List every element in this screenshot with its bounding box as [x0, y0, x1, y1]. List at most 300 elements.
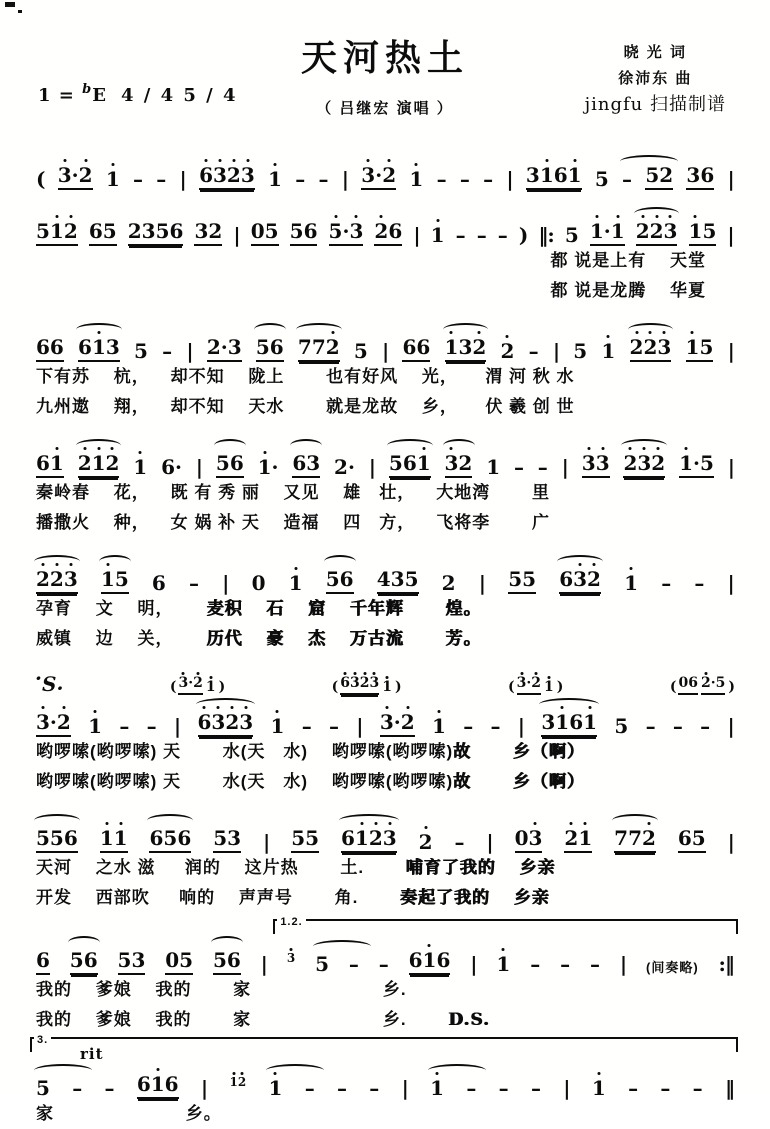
- note-group: [207, 337, 242, 362]
- note-group: [595, 169, 609, 190]
- barline: |: [727, 571, 734, 595]
- note-group: [590, 221, 625, 246]
- note-digit: 5: [614, 714, 629, 738]
- note-digit: 2: [659, 163, 674, 187]
- inline-annotation: (间奏略): [645, 960, 699, 976]
- note-group: [156, 169, 166, 190]
- note-digit: 2: [651, 451, 666, 475]
- note-digit: 3: [240, 163, 255, 187]
- note-digit: 3: [686, 163, 701, 187]
- note-group: [78, 453, 120, 478]
- note-group: [147, 716, 157, 737]
- dash: –: [661, 571, 672, 595]
- augmentation-dot: ·: [49, 710, 57, 734]
- note-group: [496, 954, 510, 975]
- note-group: [430, 1078, 444, 1099]
- note-digit: 2: [400, 710, 415, 734]
- music-system-1: [36, 142, 734, 190]
- segno-icon: · S ·: [36, 674, 62, 695]
- note-group: [287, 952, 295, 965]
- dash: –: [318, 167, 329, 191]
- note-digit: 6: [688, 675, 698, 692]
- note-digit: 1: [91, 335, 106, 359]
- parenthesis: (: [169, 679, 176, 696]
- note-group: [251, 221, 279, 246]
- note-digit: 3: [178, 675, 189, 692]
- note-digit: 1: [288, 571, 303, 595]
- dash: –: [528, 339, 539, 363]
- note-digit: 3: [227, 335, 242, 359]
- note-group: [133, 457, 147, 478]
- note-digit: 7: [297, 335, 312, 359]
- dash: –: [455, 223, 466, 247]
- note-digit: 3: [361, 163, 376, 187]
- note-digit: 7: [311, 335, 326, 359]
- barline: |: [517, 714, 525, 738]
- note-group: [389, 453, 431, 478]
- notation-line: [36, 200, 734, 246]
- augmentation-dot: ·: [271, 455, 279, 479]
- note-digit: 3: [541, 710, 556, 734]
- note-digit: 2: [629, 335, 644, 359]
- note-group: [58, 165, 93, 190]
- note-digit: 5: [305, 826, 320, 850]
- note-digit: 3: [663, 219, 678, 243]
- note-digit: 1: [257, 455, 272, 479]
- note-group: [623, 453, 665, 478]
- note-group: [686, 165, 714, 190]
- barline: |: [200, 1076, 208, 1100]
- note-digit: 6: [177, 826, 192, 850]
- barline: ‖: [724, 1076, 734, 1100]
- note-group: [329, 716, 339, 737]
- dash: –: [295, 167, 306, 191]
- dash: –: [189, 571, 199, 595]
- note-group: [128, 221, 184, 246]
- note-group: [361, 165, 396, 190]
- note-digit: 5: [508, 567, 523, 591]
- note-digit: 2: [418, 830, 433, 854]
- composer-credit: 徐沛东 曲: [618, 70, 693, 87]
- lyric-segment: 我的 爹娘 我的 家 乡.: [36, 1010, 449, 1029]
- note-digit: 1: [685, 335, 700, 359]
- augmentation-dot: ·: [174, 455, 182, 479]
- dash: –: [692, 1076, 703, 1100]
- note-digit: 6: [416, 335, 431, 359]
- note-group: [538, 457, 548, 478]
- note-digit: 3: [63, 567, 78, 591]
- volta-label: 1.2.: [277, 916, 305, 928]
- barline: |: [727, 339, 734, 363]
- note-group: [302, 716, 312, 737]
- note-group: [268, 1078, 282, 1099]
- note-group: [508, 569, 536, 594]
- note-group: [678, 828, 706, 853]
- parenthesis: ): [556, 679, 563, 696]
- note-group: [409, 169, 423, 190]
- note-group: [292, 453, 320, 478]
- note-digit: 1: [624, 571, 639, 595]
- note-digit: 5: [522, 567, 537, 591]
- note-digit: 3: [306, 451, 321, 475]
- lyrics-line: [36, 883, 734, 913]
- note-group: [369, 1078, 379, 1099]
- augmentation-dot: ·: [710, 675, 716, 692]
- notation-line: [36, 916, 734, 976]
- dash: –: [530, 952, 541, 976]
- note-group: [134, 341, 148, 362]
- note-group: [592, 1078, 606, 1099]
- flat-accidental: b: [82, 82, 93, 97]
- augmentation-dot: ·: [375, 163, 383, 187]
- note-group: [377, 569, 419, 594]
- lyrics-line: [36, 246, 734, 276]
- music-system-8: [36, 916, 734, 1035]
- note-group: [660, 1078, 670, 1099]
- note-digit: 1: [133, 455, 148, 479]
- note-group: [515, 828, 543, 853]
- note-digit: 3: [528, 826, 543, 850]
- barline: |: [727, 167, 734, 191]
- lyrics-line: [36, 478, 734, 508]
- dash: –: [589, 952, 600, 976]
- note-digit: 6: [388, 219, 403, 243]
- note-digit: 2: [49, 567, 64, 591]
- volta-bracket: [273, 916, 738, 934]
- lyric-segment: 故 乡（啊）: [453, 742, 585, 761]
- transcriber-credit: jingfu 扫描制谱: [584, 94, 726, 115]
- dash: –: [498, 1076, 509, 1100]
- parenthesis: ): [728, 679, 734, 696]
- note-group: [466, 1078, 476, 1099]
- note-digit: 6: [229, 451, 244, 475]
- note-digit: 1: [382, 679, 393, 696]
- note-digit: 6: [269, 335, 284, 359]
- lyric-segment: 哟啰嗦(哟啰嗦) 天 水(天 水) 哟啰嗦(哟啰嗦): [36, 772, 454, 791]
- note-group: [614, 828, 656, 853]
- time-signatures: 4 / 4 5 / 4: [120, 85, 238, 106]
- ds-marking: D.S.: [448, 1010, 490, 1030]
- note-digit: 1: [205, 679, 216, 696]
- note-digit: 3: [382, 826, 397, 850]
- note-digit: 6: [151, 571, 166, 595]
- lyricist-credit: 晓 光 词: [623, 44, 687, 61]
- parenthesis: ): [518, 223, 528, 247]
- barline: |: [262, 830, 270, 854]
- dash: –: [645, 714, 656, 738]
- note-digit: 3: [213, 163, 227, 187]
- barline: |: [381, 339, 389, 363]
- lyric-segment: 天河 之水 滋 润的 这片热 土.: [36, 858, 406, 877]
- note-group: [256, 337, 284, 362]
- note-digit: 6: [136, 1072, 151, 1096]
- note-group: [70, 950, 98, 975]
- augmentation-dot: ·: [220, 335, 228, 359]
- note-group: [194, 221, 222, 246]
- note-digit: 6: [199, 163, 213, 187]
- note-digit: 3: [194, 219, 209, 243]
- lyric-segment: 哺育了我的 乡亲: [405, 858, 556, 877]
- barline: |: [506, 167, 513, 191]
- dash: –: [304, 1076, 315, 1100]
- note-digit: 2: [472, 335, 487, 359]
- dash: –: [463, 714, 474, 738]
- note-group: [483, 169, 493, 190]
- note-digit: 6: [36, 335, 50, 359]
- note-group: [661, 573, 671, 594]
- lyric-segment: 九州遨 翔， 却不知 天水 就是龙故 乡， 伏 羲 创 世: [36, 397, 575, 416]
- note-group: [573, 341, 587, 362]
- note-digit: 1: [578, 826, 593, 850]
- dash: –: [490, 714, 501, 738]
- note-digit: 2: [359, 675, 370, 692]
- note-group: [445, 337, 487, 362]
- note-group: [318, 169, 328, 190]
- note-group: [229, 1076, 246, 1089]
- barline: |: [260, 952, 267, 976]
- note-group: [442, 573, 456, 594]
- note-digit: 6: [402, 335, 417, 359]
- note-digit: 6: [83, 948, 98, 972]
- dash: –: [454, 830, 465, 854]
- note-digit: 6: [436, 948, 451, 972]
- notation-line: [36, 807, 734, 853]
- note-group: [590, 954, 600, 975]
- augmentation-dot: ·: [393, 710, 401, 734]
- note-digit: 1: [496, 952, 511, 976]
- note-digit: 0: [165, 948, 180, 972]
- notation-line: [36, 316, 734, 362]
- note-digit: 3: [239, 710, 254, 734]
- note-group: [419, 832, 433, 853]
- note-digit: 6: [340, 826, 355, 850]
- barline: |: [368, 455, 376, 479]
- dash: –: [119, 714, 130, 738]
- note-group: [454, 832, 464, 853]
- barline: |: [179, 167, 186, 191]
- dash: –: [497, 223, 508, 247]
- note-digit: 5: [645, 163, 660, 187]
- note-digit: 5: [36, 1076, 50, 1100]
- note-group: [305, 1078, 315, 1099]
- note-group: [198, 712, 254, 737]
- note-digit: 5: [117, 948, 132, 972]
- note-digit: 2: [649, 219, 664, 243]
- note-group: [36, 221, 78, 246]
- note-digit: 2: [56, 710, 71, 734]
- note-digit: 5: [699, 451, 714, 475]
- note-digit: 6: [303, 219, 318, 243]
- barline: |: [222, 571, 229, 595]
- lyrics-line: [36, 975, 734, 1005]
- note-group: [105, 1078, 115, 1099]
- dash: –: [156, 167, 167, 191]
- performer-credit: （ 吕继宏 演唱 ）: [316, 100, 454, 117]
- note-group: [409, 950, 451, 975]
- note-group: [334, 457, 355, 478]
- barline: |: [727, 714, 734, 738]
- note-digit: 3: [458, 335, 473, 359]
- note-group: [694, 573, 704, 594]
- note-group: [89, 221, 117, 246]
- note-group: [36, 712, 71, 737]
- note-group: [514, 457, 524, 478]
- note-group: [500, 341, 514, 362]
- barline: |: [195, 455, 203, 479]
- lyric-segment: 播撒火 种， 女 娲 补 天 造福 四 方， 飞将李 广: [36, 513, 550, 532]
- note-digit: 0: [251, 571, 266, 595]
- dash: –: [348, 952, 359, 976]
- key-prefix: 1 =: [38, 85, 83, 106]
- note-digit: 5: [255, 335, 270, 359]
- note-digit: 3: [444, 451, 459, 475]
- note-digit: 6: [700, 163, 715, 187]
- note-digit: 5: [163, 826, 178, 850]
- barline: |: [563, 1076, 570, 1100]
- note-digit: 3: [227, 826, 242, 850]
- dash: –: [133, 167, 143, 191]
- note-digit: 6: [88, 219, 103, 243]
- note-group: [213, 950, 241, 975]
- note-group: [693, 1078, 703, 1099]
- note-digit: 2: [334, 455, 348, 479]
- dash: –: [530, 1076, 541, 1100]
- note-digit: 6: [553, 163, 568, 187]
- note-group: [36, 453, 64, 478]
- note-digit: 1: [91, 451, 106, 475]
- augmentation-dot: ·: [188, 675, 194, 692]
- note-digit: 6: [226, 948, 241, 972]
- dash: –: [301, 714, 312, 738]
- note-digit: 2: [36, 567, 50, 591]
- note-group: [700, 716, 710, 737]
- note-group: [431, 225, 445, 246]
- note-digit: 2: [441, 571, 456, 595]
- note-digit: 2: [374, 219, 389, 243]
- note-digit: 6: [339, 567, 354, 591]
- note-digit: 2: [226, 163, 241, 187]
- note-digit: 6: [149, 826, 164, 850]
- dash: –: [329, 714, 339, 738]
- parenthesis: (: [508, 679, 514, 696]
- note-group: [531, 1078, 541, 1099]
- lyric-segment: 奏起了我的 乡亲: [400, 888, 550, 907]
- note-group: [622, 169, 632, 190]
- augmentation-dot: ·: [342, 219, 350, 243]
- note-digit: 6: [340, 675, 351, 692]
- parenthesis: (: [36, 167, 45, 191]
- barline: |: [727, 223, 734, 247]
- note-group: [162, 341, 172, 362]
- note-digit: 2: [587, 567, 601, 591]
- note-digit: 0: [514, 826, 529, 850]
- note-group: [456, 225, 466, 246]
- note-digit: 3: [286, 951, 296, 966]
- note-group: [379, 954, 389, 975]
- note-group: [628, 1078, 638, 1099]
- lyric-segment: 哟啰嗦(哟啰嗦) 天 水(天 水) 哟啰嗦(哟啰嗦): [36, 742, 454, 761]
- note-digit: 5: [715, 675, 726, 692]
- note-digit: 6: [164, 1072, 179, 1096]
- note-group: [199, 165, 255, 190]
- note-digit: 1: [444, 335, 459, 359]
- note-group: [498, 225, 508, 246]
- note-group: [445, 453, 473, 478]
- lyric-segment: 下有苏 杭， 却不知 陇上 也有好风 光， 渭 河 秋 水: [36, 367, 575, 386]
- note-digit: 2: [500, 339, 515, 363]
- lyrics-line: [36, 276, 734, 306]
- note-digit: 5: [404, 567, 419, 591]
- note-group: [152, 573, 166, 594]
- rit-marking: rit: [80, 1045, 104, 1063]
- note-digit: 7: [614, 826, 629, 850]
- note-digit: 1: [416, 451, 431, 475]
- note-digit: 3: [36, 710, 50, 734]
- note-group: [290, 221, 318, 246]
- note-group: [673, 716, 683, 737]
- note-digit: 1: [688, 219, 703, 243]
- note-group: [295, 169, 305, 190]
- note-group: [560, 954, 570, 975]
- note-digit: 1: [430, 223, 445, 247]
- dash: –: [622, 167, 633, 191]
- parenthesis: ): [218, 679, 225, 696]
- note-group: [213, 828, 241, 853]
- note-digit: 5: [49, 826, 64, 850]
- note-digit: 2: [635, 219, 650, 243]
- lyric-segment: 我的 爹娘 我的 家 乡.: [36, 980, 407, 999]
- note-digit: 2: [643, 335, 658, 359]
- barline: |: [470, 952, 477, 976]
- note-digit: 5: [179, 948, 194, 972]
- note-group: [101, 569, 129, 594]
- note-digit: 1: [589, 219, 604, 243]
- note-digit: 6: [292, 451, 307, 475]
- note-group: [161, 457, 182, 478]
- augmentation-dot: ·: [71, 163, 79, 187]
- lyric-segment: 麦积 石 窟 千年辉 煌。: [206, 599, 482, 618]
- lyric-segment: 威镇 边 关，: [36, 629, 207, 648]
- note-digit: 0: [678, 675, 689, 692]
- notation-line: [36, 432, 734, 478]
- note-digit: 5: [594, 167, 609, 191]
- note-group: [499, 1078, 509, 1099]
- note-digit: 2: [642, 826, 656, 850]
- note-group: [315, 954, 329, 975]
- note-digit: 1: [270, 714, 285, 738]
- note-digit: 5: [215, 451, 230, 475]
- lyrics-line: [36, 1005, 734, 1035]
- dash: –: [628, 1076, 639, 1100]
- note-digit: 3: [595, 451, 610, 475]
- note-group: [646, 716, 656, 737]
- note-group: [530, 954, 540, 975]
- augmentation-dot: ·: [692, 451, 700, 475]
- note-digit: 1: [354, 826, 369, 850]
- note-digit: 6: [559, 567, 574, 591]
- note-digit: 6: [408, 948, 423, 972]
- note-digit: 3: [379, 710, 394, 734]
- augmentation-dot: ·: [526, 675, 532, 692]
- note-digit: 6: [36, 451, 50, 475]
- note-digit: 5: [155, 219, 170, 243]
- note-group: [341, 828, 397, 853]
- note-digit: 5: [213, 826, 228, 850]
- note-group: [559, 569, 601, 594]
- note-digit: 1: [486, 455, 501, 479]
- note-group: [526, 165, 582, 190]
- barline: |: [401, 1076, 408, 1100]
